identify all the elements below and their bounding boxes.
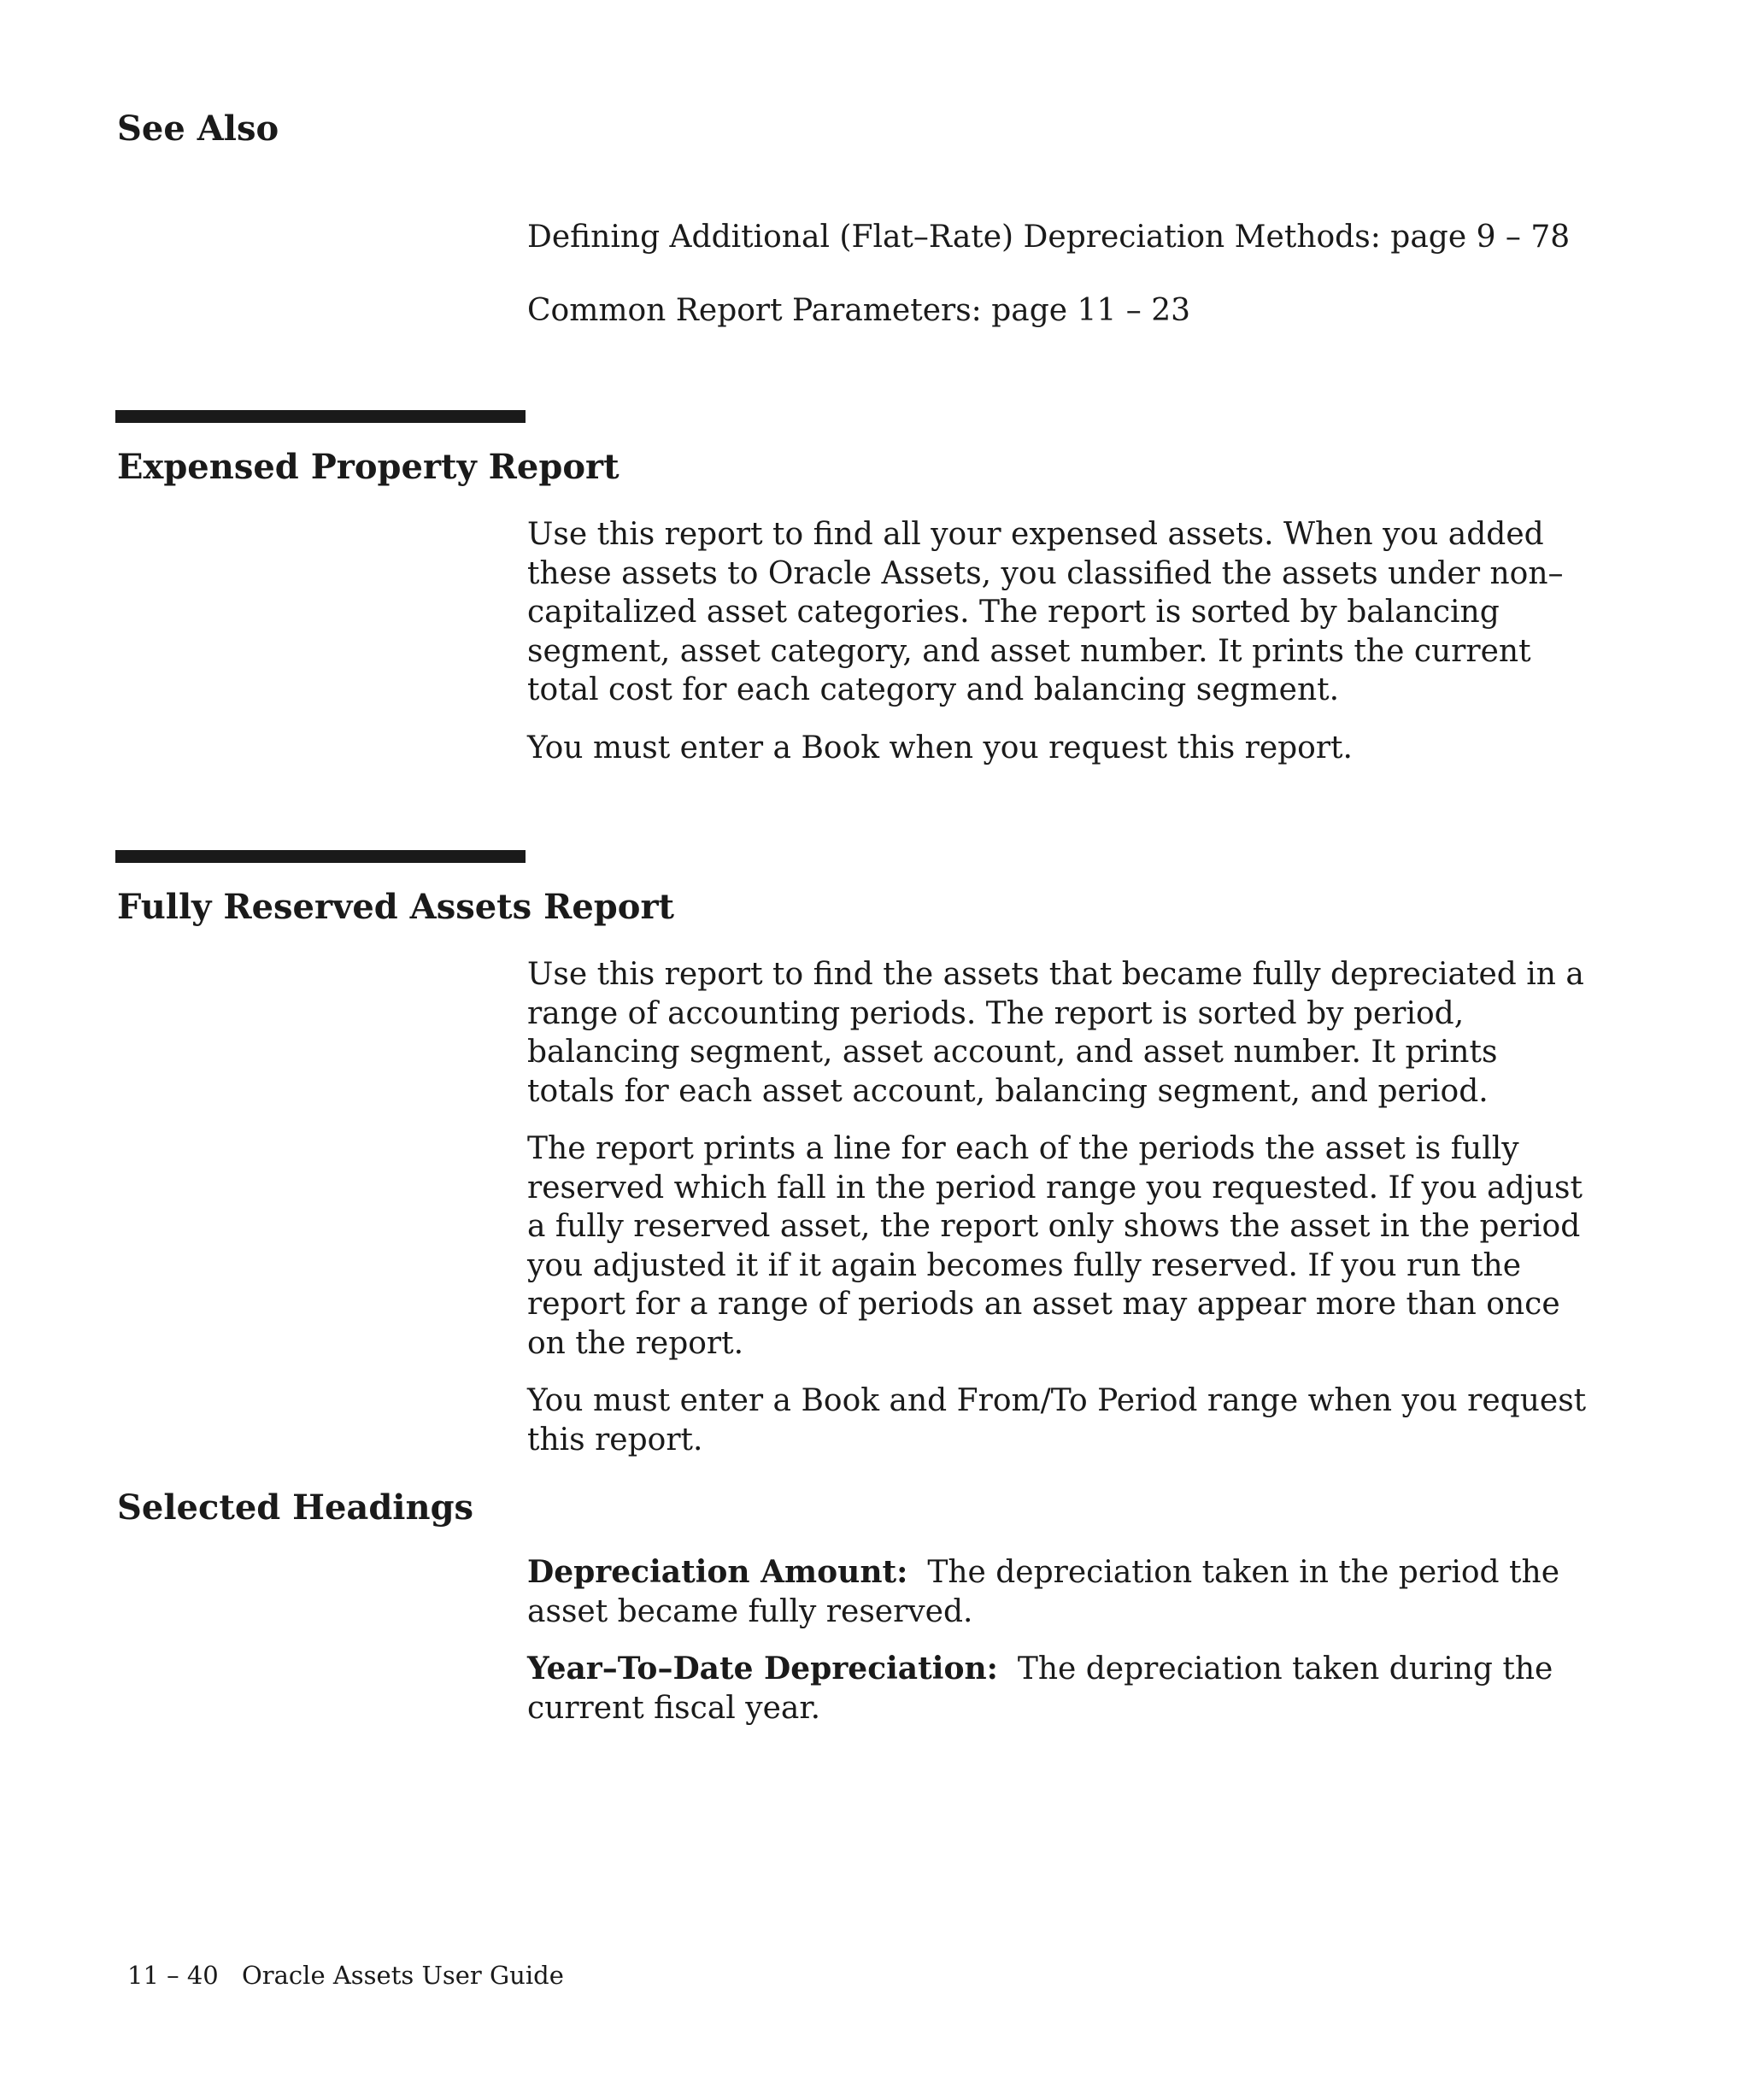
section-rule	[115, 850, 526, 863]
paragraph: The report prints a line for each of the periods the asset is fully reserved which fall in the period range you requested. If you adjust a fully reserved asset, the report only shows the asset in the period you adjusted it if it again becomes fully reserved. If you run the report for a range of periods an asset may appear more than once on the report.	[527, 1131, 1583, 1361]
fully-reserved-assets-report-body	[527, 955, 1587, 1478]
see-also-link-flat-rate-methods[interactable]: Defining Additional (Flat–Rate) Depreciation Methods: page 9 – 78	[527, 220, 1571, 255]
definition-term: Depreciation Amount:	[527, 1554, 908, 1590]
paragraph: Use this report to find the assets that became fully depreciated in a range of accounting periods. The report is sorted by period, balancing segment, asset account, and asset number. It prints totals for each asset account, balancing segment, and period.	[527, 957, 1584, 1109]
fully-reserved-assets-report-heading: Fully Reserved Assets Report	[117, 887, 674, 927]
expensed-property-report-heading: Expensed Property Report	[117, 447, 620, 487]
paragraph: You must enter a Book and From/To Period range when you request this report.	[527, 1383, 1587, 1458]
heading-definition	[527, 1553, 1587, 1631]
selected-headings-list	[527, 1553, 1587, 1746]
heading-definition	[527, 1650, 1587, 1728]
definition-description: The depreciation taken during the current fiscal year.	[527, 1651, 1553, 1726]
paragraph: You must enter a Book when you request this report.	[527, 730, 1353, 766]
footer-page-number: 11 – 40	[127, 1961, 219, 1990]
selected-headings-heading: Selected Headings	[117, 1487, 474, 1528]
paragraph: Use this report to find all your expensed assets. When you added these assets to Oracle Assets, you classified the assets under non–capitalized asset categories. The report is sorted by balancing segment, asset category, and asset number. It prints the current total cost for each category and balancing segment.	[527, 517, 1564, 707]
see-also-heading: See Also	[117, 109, 279, 149]
section-rule	[115, 410, 526, 423]
expensed-property-report-body	[527, 515, 1587, 786]
definition-description: The depreciation taken in the period the asset became fully reserved.	[527, 1555, 1559, 1629]
footer-book-title: Oracle Assets User Guide	[242, 1961, 564, 1990]
definition-term: Year–To–Date Depreciation:	[527, 1651, 998, 1686]
see-also-link-common-report-parameters[interactable]: Common Report Parameters: page 11 – 23	[527, 293, 1191, 328]
